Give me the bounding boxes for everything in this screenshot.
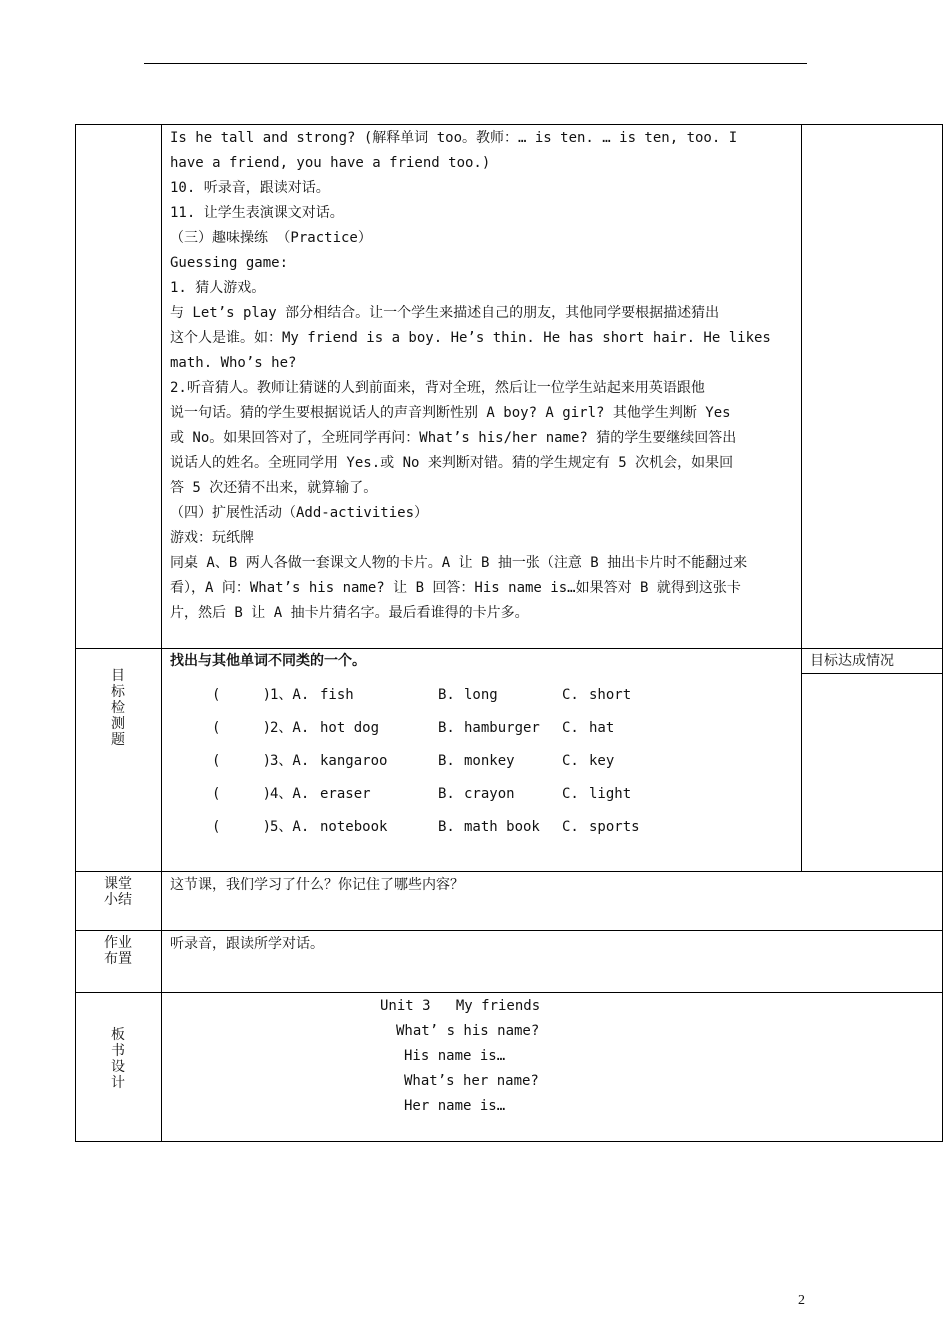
- summary-label-line: 课堂: [104, 876, 132, 892]
- option-b-label: B.: [438, 753, 455, 769]
- lesson-line: Is he tall and strong? (解释单词 too。教师：… is ten. … is ten, too. I: [170, 130, 738, 146]
- question-number: 5、A.: [270, 819, 310, 835]
- summary-text: 这节课，我们学习了什么？你记住了哪些内容？: [170, 877, 464, 893]
- table-column-divider-right: [801, 124, 802, 871]
- target-test-instruction: 找出与其他单词不同类的一个。: [170, 653, 366, 669]
- lesson-line: 这个人是谁。如：My friend is a boy. He’s thin. He has short hair. He likes: [170, 330, 771, 346]
- option-a: notebook: [320, 819, 388, 835]
- option-b: long: [464, 687, 498, 703]
- lesson-line: 看），A 问：What’s his name? 让 B 回答：His name is…如果答对 B 就得到这张卡: [170, 580, 741, 596]
- board-line: His name is…: [404, 1048, 506, 1064]
- lesson-line: have a friend, you have a friend too.): [170, 155, 491, 171]
- lesson-line: （三）趣味操练 （Practice）: [170, 230, 372, 246]
- answer-blank: ( ): [212, 786, 272, 802]
- option-c: hat: [589, 720, 615, 736]
- board-line: What’s her name?: [404, 1073, 539, 1089]
- question-number: 3、A.: [270, 753, 310, 769]
- status-header: 目标达成情况: [810, 653, 894, 669]
- lesson-line: 游戏：玩纸牌: [170, 530, 254, 546]
- option-a: fish: [320, 687, 354, 703]
- lesson-line: （四）扩展性活动（Add-activities）: [170, 505, 429, 521]
- option-a: hot dog: [320, 720, 380, 736]
- table-border-right: [942, 124, 943, 1142]
- homework-label-line: 布置: [104, 951, 132, 967]
- lesson-line: 11. 让学生表演课文对话。: [170, 205, 344, 221]
- option-b-label: B.: [438, 819, 455, 835]
- table-border-left: [75, 124, 76, 1142]
- answer-blank: ( ): [212, 819, 272, 835]
- board-line: What’ s his name?: [396, 1023, 540, 1039]
- option-c: key: [589, 753, 615, 769]
- board-line: Her name is…: [404, 1098, 506, 1114]
- option-a: kangaroo: [320, 753, 388, 769]
- lesson-line: math. Who’s he?: [170, 355, 297, 371]
- table-row-divider: [75, 871, 943, 872]
- homework-label: [97, 935, 139, 967]
- homework-label-line: 作业: [104, 935, 132, 951]
- answer-blank: ( ): [212, 753, 272, 769]
- option-c-label: C.: [562, 819, 579, 835]
- target-test-label: 目标检测题: [111, 668, 125, 748]
- lesson-line: 片，然后 B 让 A 抽卡片猜名字。最后看谁得的卡片多。: [170, 605, 529, 621]
- option-b: hamburger: [464, 720, 540, 736]
- lesson-line: 答 5 次还猜不出来，就算输了。: [170, 480, 378, 496]
- table-column-divider: [161, 124, 162, 1142]
- option-b: monkey: [464, 753, 515, 769]
- option-c: light: [589, 786, 632, 802]
- answer-blank: ( ): [212, 687, 272, 703]
- lesson-line: 同桌 A、B 两人各做一套课文人物的卡片。A 让 B 抽一张（注意 B 抽出卡片时不能翻过来: [170, 555, 748, 571]
- board-line: Unit 3 My friends: [380, 998, 541, 1014]
- question-number: 4、A.: [270, 786, 310, 802]
- lesson-line: 1. 猜人游戏。: [170, 280, 266, 296]
- option-c: short: [589, 687, 632, 703]
- option-b-label: B.: [438, 687, 455, 703]
- option-b-label: B.: [438, 720, 455, 736]
- option-b: math book: [464, 819, 540, 835]
- option-c-label: C.: [562, 786, 579, 802]
- question-number: 1、A.: [270, 687, 310, 703]
- option-b: crayon: [464, 786, 515, 802]
- lesson-line: 2.听音猜人。教师让猜谜的人到前面来，背对全班，然后让一位学生站起来用英语跟他: [170, 380, 705, 396]
- lesson-line: 说一句话。猜的学生要根据说话人的声音判断性别 A boy? A girl? 其他学生判断 Yes: [170, 405, 731, 421]
- option-a: eraser: [320, 786, 371, 802]
- answer-blank: ( ): [212, 720, 272, 736]
- lesson-line: 或 No。如果回答对了，全班同学再问：What’s his/her name? 猜的学生要继续回答出: [170, 430, 737, 446]
- summary-label-line: 小结: [104, 892, 132, 908]
- table-border-top: [75, 124, 943, 125]
- homework-text: 听录音，跟读所学对话。: [170, 936, 324, 952]
- option-c-label: C.: [562, 720, 579, 736]
- lesson-line: 说话人的姓名。全班同学用 Yes.或 No 来判断对错。猜的学生规定有 5 次机会，如果回: [170, 455, 734, 471]
- table-row-divider: [75, 930, 943, 931]
- option-b-label: B.: [438, 786, 455, 802]
- lesson-line: 10. 听录音，跟读对话。: [170, 180, 330, 196]
- header-rule: [144, 63, 807, 64]
- board-design-label: 板书设计: [111, 1027, 125, 1091]
- summary-label: [97, 876, 139, 908]
- option-c-label: C.: [562, 753, 579, 769]
- lesson-line: 与 Let’s play 部分相结合。让一个学生来描述自己的朋友，其他同学要根据描述猜出: [170, 305, 720, 321]
- table-row-divider: [75, 992, 943, 993]
- lesson-line: Guessing game:: [170, 255, 289, 271]
- question-number: 2、A.: [270, 720, 310, 736]
- option-c: sports: [589, 819, 640, 835]
- table-border-bottom: [75, 1141, 943, 1142]
- page-number: 2: [798, 1293, 805, 1308]
- option-c-label: C.: [562, 687, 579, 703]
